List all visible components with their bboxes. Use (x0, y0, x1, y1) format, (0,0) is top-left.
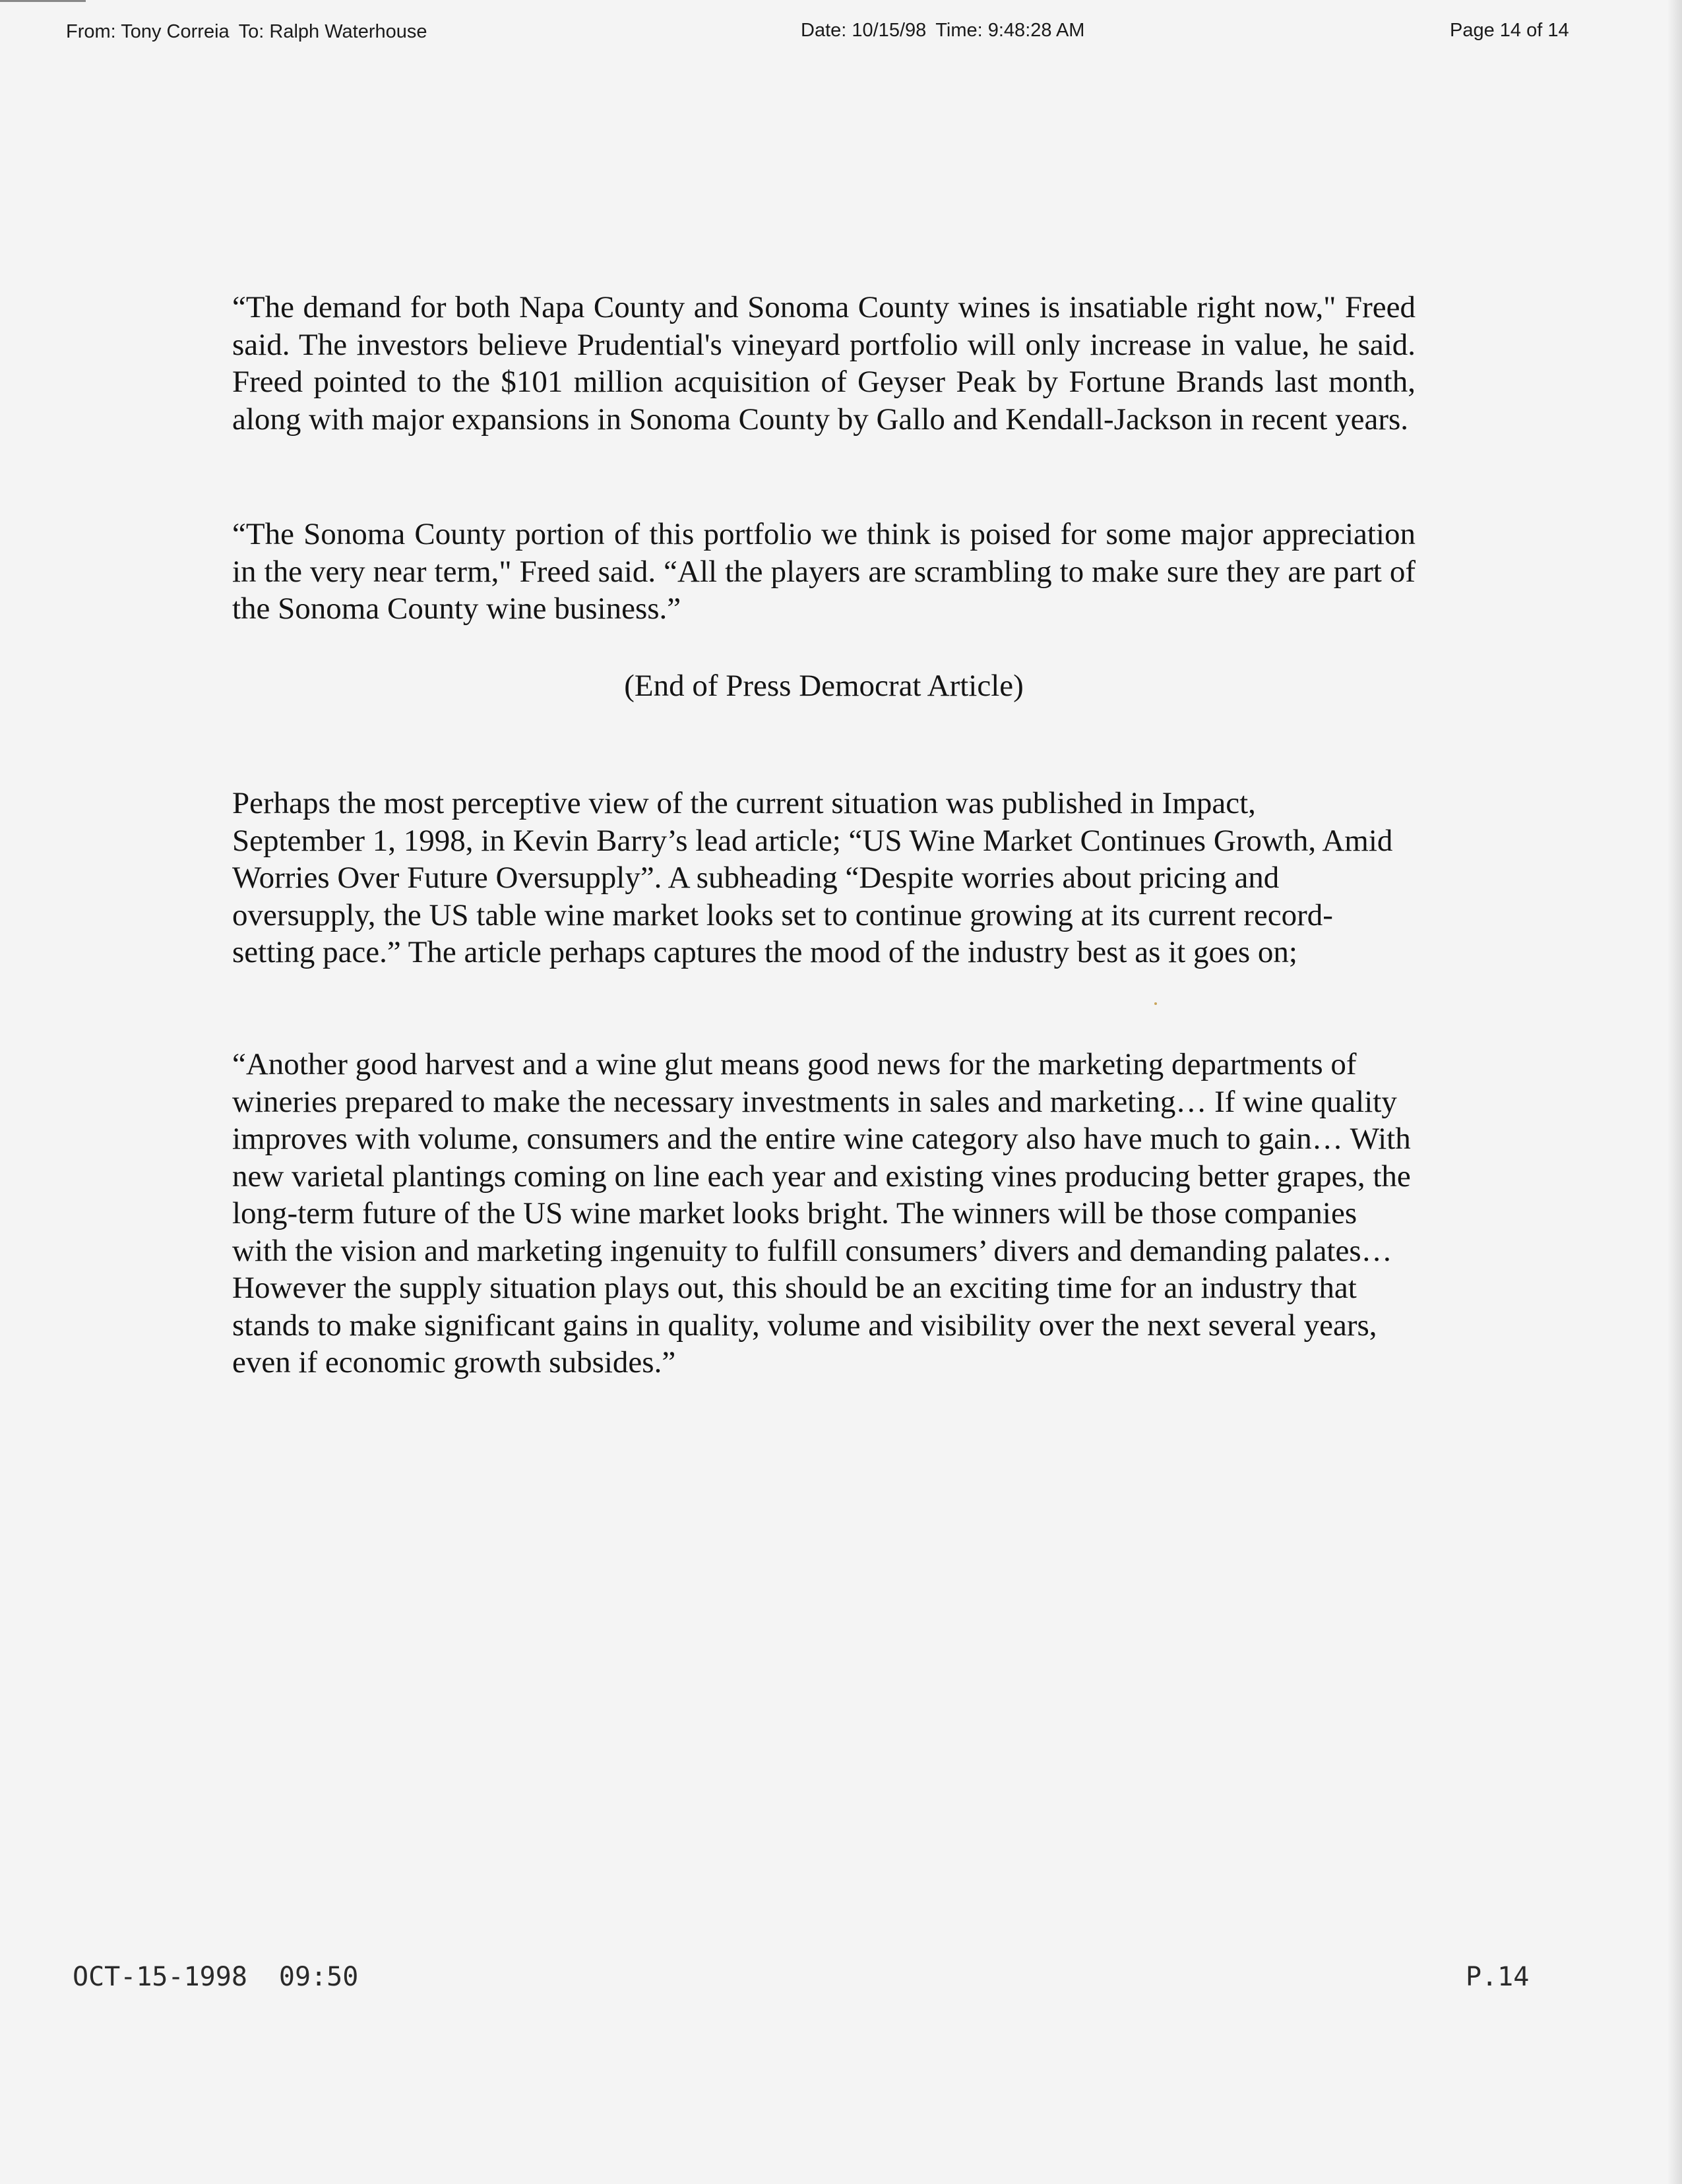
scan-edge-line (0, 0, 86, 2)
fax-date: Date: 10/15/98 (801, 20, 927, 41)
paragraph-impact-quote: “Another good harvest and a wine glut means good news for the marketing departments of wineries prepared to make the necessary investments in sales and marketing… If wine quality improves with volume, consumers and the entire wine category also have much to gain… With new varietal plantings coming on line each year and existing vines producing better grapes, the long-term future of the US wine market looks bright. The winners will be those companies with the vision and marketing ingenuity to fulfill consumers’ divers and demanding palates… However the supply situation plays out, this should be an exciting time for an industry that stands to make significant gains in quality, volume and visibility over the next several years, even if economic growth subsides.” (232, 1047, 1411, 1380)
fax-from: From: Tony Correia (66, 21, 230, 42)
fax-footer-time: 09:50 (278, 1962, 359, 1992)
fax-sender-recipient (66, 21, 427, 43)
scan-speck (1154, 1002, 1157, 1005)
paragraph-impact-article: Perhaps the most perceptive view of the current situation was published in Impact, September 1, 1998, in Kevin Barry’s lead article; “US Wine Market Continues Growth, Amid Worries Over Future Oversupply”. A subheading “Despite worries about pricing and oversupply, the US table wine market looks set to continue growing at its current record-setting pace.” The article perhaps captures the mood of the industry best as it goes on; (232, 786, 1393, 969)
scan-edge-shadow (1667, 0, 1682, 2184)
fax-date-time (801, 20, 1084, 42)
fax-footer-page: P.14 (1466, 1962, 1530, 1992)
paragraph-sonoma-quote: “The Sonoma County portion of this portfolio we think is poised for some major appreciation in the very near term," Freed said. “All the players are scrambling to make sure they are part of the Sonoma County wine business.” (232, 517, 1416, 626)
fax-header (0, 17, 1682, 50)
fax-to: To: Ralph Waterhouse (238, 21, 427, 42)
fax-footer-date: OCT-15-1998 (73, 1962, 247, 1992)
paragraph-demand-quote: “The demand for both Napa County and Sonoma County wines is insatiable right now," Freed said. The investors believe Prudential's vineyard portfolio will only increase in value, he said. Freed pointed to the $101 million acquisition of Geyser Peak by Fortune Brands last month, along with major expansions in Sonoma County by Gallo and Kendall-Jackson in recent years. (232, 290, 1416, 437)
end-of-article-note: (End of Press Democrat Article) (624, 669, 1024, 703)
fax-time: Time: 9:48:28 AM (935, 20, 1085, 41)
fax-footer-timestamp (73, 1962, 358, 1992)
fax-page-number: Page 14 of 14 (1450, 20, 1569, 41)
